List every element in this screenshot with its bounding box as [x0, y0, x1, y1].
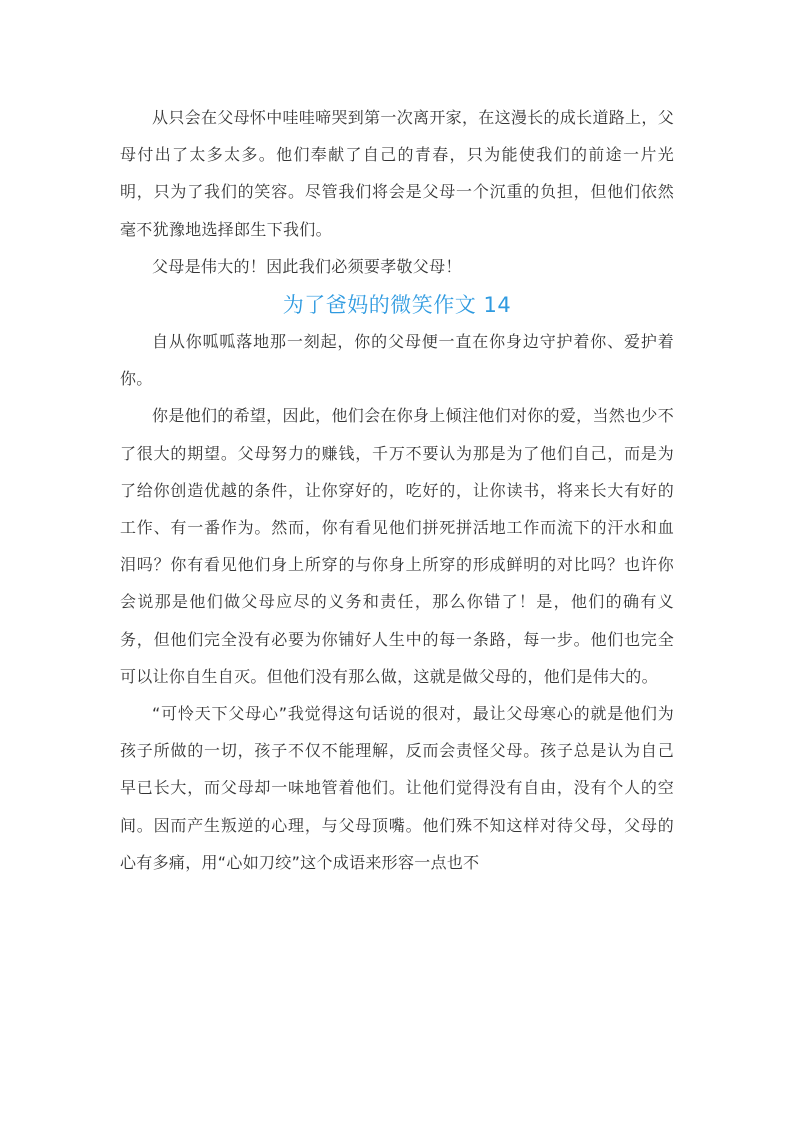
paragraph-since-birth: 自从你呱呱落地那一刻起，你的父母便一直在你身边守护着你、爱护着你。 [120, 332, 674, 389]
paragraph-pity-parents-heart: “可怜天下父母心”我觉得这句话说的很对，最让父母寒心的就是他们为孩子所做的一切，孩子不仅不能理解，反而会责怪父母。孩子总是认为自己早已长大，而父母却一味地管着他们。让他们觉得没有自由，没有个人的空间。因而产生叛逆的心理，与父母顶嘴。他们殊不知这样对待父母，父母的心有多痛，用“心如刀绞”这个成语来形容一点也不 [120, 704, 674, 872]
paragraph-you-are-their-hope: 你是他们的希望，因此，他们会在你身上倾注他们对你的爱，当然也少不了很大的期望。父母努力的赚钱，千万不要认为那是为了他们自己，而是为了给你创造优越的条件，让你穿好的，吃好的，让你读书，将来长大有好的工作、有一番作为。然而，你有看见他们拼死拼活地工作而流下的汗水和血泪吗？你有看见他们身上所穿的与你身上所穿的形成鲜明的对比吗？也许你会说那是他们做父母应尽的义务和责任，那么你错了！是，他们的确有义务，但他们完全没有必要为你铺好人生中的每一条路，每一步。他们也完全可以让你自生自灭。但他们没有那么做，这就是做父母的，他们是伟大的。 [120, 406, 674, 686]
paragraph-leaving-home: 从只会在父母怀中哇哇啼哭到第一次离开家，在这漫长的成长道路上，父母付出了太多太多。他们奉献了自己的青春，只为能使我们的前途一片光明，只为了我们的笑容。尽管我们将会是父母一个沉重的负担，但他们依然毫不犹豫地选择郎生下我们。 [120, 108, 674, 239]
paragraph-parents-great: 父母是伟大的！因此我们必须要孝敬父母！ [152, 256, 462, 276]
document-page [120, 99, 674, 881]
article-title: 为了爸妈的微笑作文 14 [282, 293, 512, 318]
